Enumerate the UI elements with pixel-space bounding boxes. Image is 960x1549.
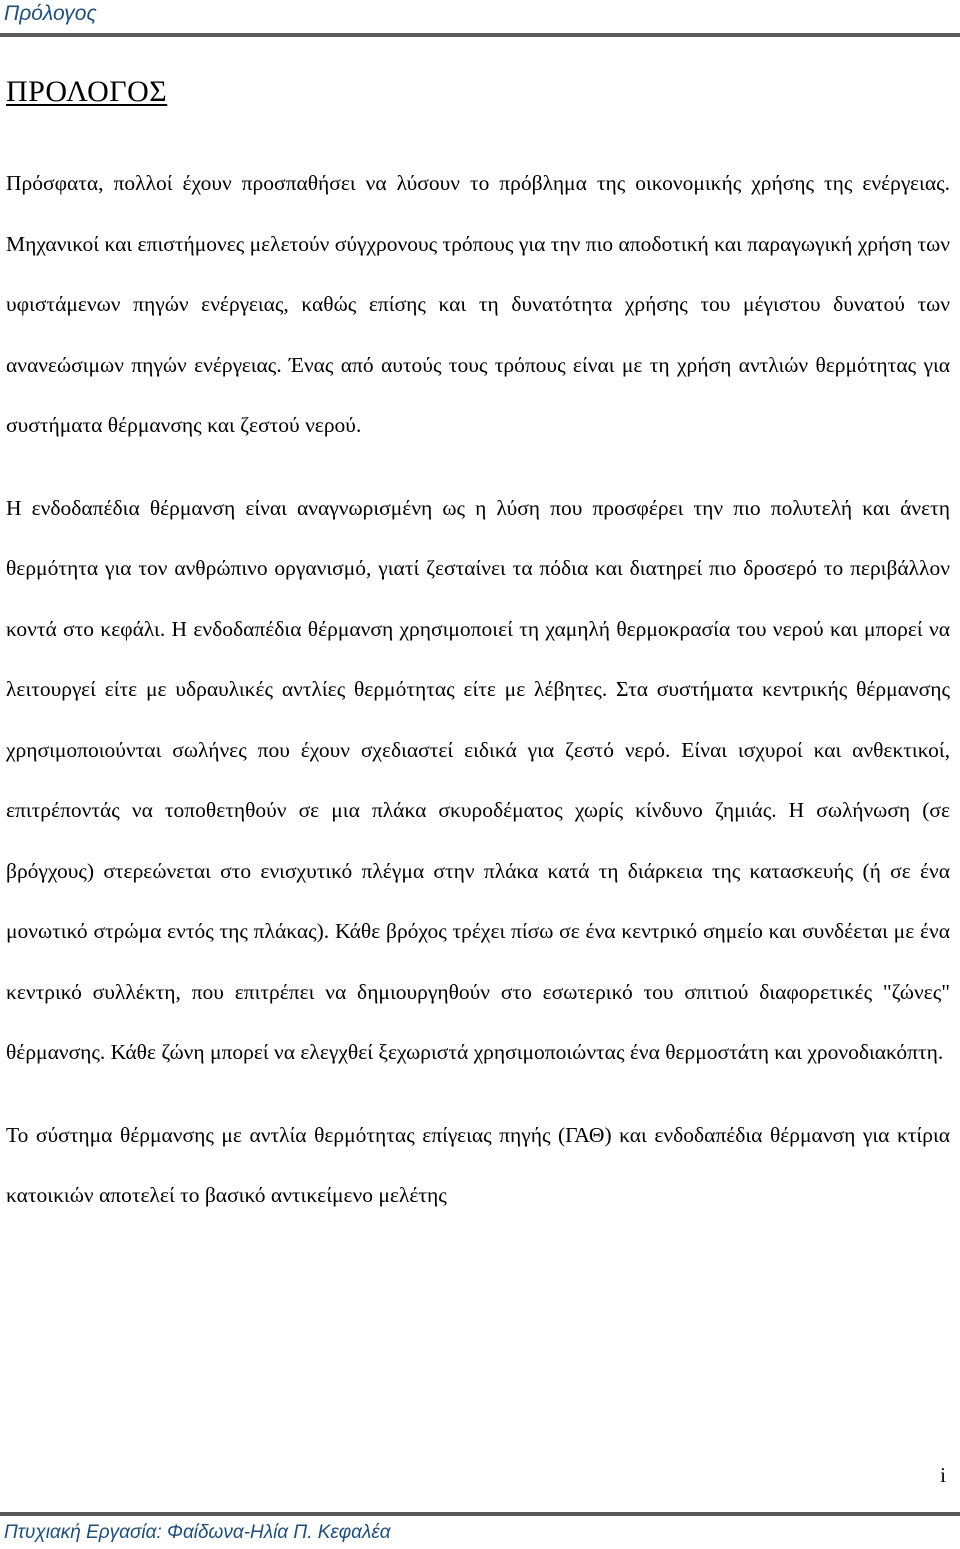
paragraph-system-subject: Το σύστημα θέρμανσης με αντλία θερμότητας επίγειας πηγής (ΓΑΘ) και ενδοδαπέδια θέρμανση για κτίρια κατοικιών αποτελεί το βασικό αντικείμενο μελέτης [6, 1122, 950, 1207]
running-header: Πρόλογος [4, 2, 97, 25]
body-text [6, 153, 950, 1226]
header-rule [0, 33, 960, 37]
paragraph-intro: Πρόσφατα, πολλοί έχουν προσπαθήσει να λύσουν το πρόβλημα της οικονομικής χρήσης της ενέργειας. Μηχανικοί και επιστήμονες μελετούν σύγχρονους τρόπους για την πιο αποδοτική και παραγωγική χρήση των υφιστάμενων πηγών ενέργειας, καθώς επίσης και τη δυνατότητα χρήσης του μέγιστου δυνατού των ανανεώσιμων πηγών ενέργειας. Ένας από αυτούς τους τρόπους είναι με τη χρήση αντλιών θερμότητας για συστήματα θέρμανσης και ζεστού νερού. [6, 171, 950, 437]
page-number: i [940, 1463, 946, 1487]
footer-rule [0, 1512, 960, 1516]
page-heading: ΠΡΟΛΟΓΟΣ [6, 75, 168, 108]
paragraph-underfloor-heating: Η ενδοδαπέδια θέρμανση είναι αναγνωρισμένη ως η λύση που προσφέρει την πιο πολυτελή και άνετη θερμότητα για τον ανθρώπινο οργανισμό, γιατί ζεσταίνει τα πόδια και διατηρεί πιο δροσερό το περιβάλλον κοντά στο κεφάλι. Η ενδοδαπέδια θέρμανση χρησιμοποιεί τη χαμηλή θερμοκρασία του νερού και μπορεί να λειτουργεί είτε με υδραυλικές αντλίες θερμότητας είτε με λέβητες. Στα συστήματα κεντρικής θέρμανσης χρησιμοποιούνται σωλήνες που έχουν σχεδιαστεί ειδικά για ζεστό νερό. Είναι ισχυροί και ανθεκτικοί, επιτρέποντάς να τοποθετηθούν σε μια πλάκα σκυροδέματος χωρίς κίνδυνο ζημιάς. Η σωλήνωση (σε βρόγχους) στερεώνεται στο ενισχυτικό πλέγμα στην πλάκα κατά τη διάρκεια της κατασκευής (ή σε ένα μονωτικό στρώμα εντός της πλάκας). Κάθε βρόχος τρέχει πίσω σε ένα κεντρικό σημείο και συνδέεται με ένα κεντρικό συλλέκτη, που επιτρέπει να δημιουργηθούν στο εσωτερικό του σπιτιού διαφορετικές "ζώνες" θέρμανσης. Κάθε ζώνη μπορεί να ελεγχθεί ξεχωριστά χρησιμοποιώντας ένα θερμοστάτη και χρονοδιακόπτη. [6, 495, 950, 1064]
running-footer: Πτυχιακή Εργασία: Φαίδωνα-Ηλία Π. Κεφαλέα [4, 1522, 391, 1543]
